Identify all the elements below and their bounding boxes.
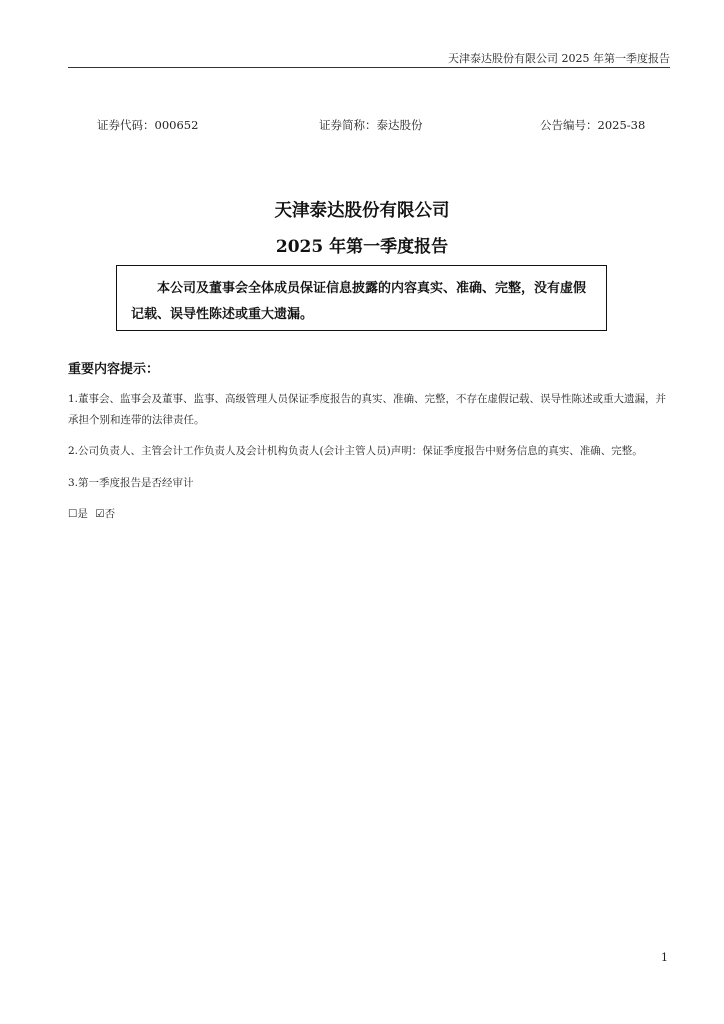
company-title: 天津泰达股份有限公司 [274,201,450,221]
announcement-number: 公告编号：2025-38 [540,118,646,132]
page-number: 1 [661,951,668,964]
running-header: 天津泰达股份有限公司 2025 年第一季度报告 [448,52,670,65]
securities-short-name: 证券简称：泰达股份 [319,118,423,132]
declaration-box [116,265,607,331]
securities-info-row [0,117,724,133]
note-item-3: 3.第一季度报告是否经审计 [68,477,194,489]
audit-option-no: ☑否 [95,508,116,520]
header-rule [68,67,670,68]
audit-choice [68,506,119,521]
audit-option-yes: ☐是 [68,508,88,520]
report-title: 2025 年第一季度报告 [275,237,449,257]
note-item-2: 2.公司负责人、主管会计工作负责人及会计机构负责人(会计主管人员)声明：保证季度报告中财务信息的真实、准确、完整。 [68,445,643,457]
important-notes-heading: 重要内容提示： [68,362,160,377]
declaration-text: 本公司及董事会全体成员保证信息披露的内容真实、准确、完整，没有虚假记载、误导性陈述或重大遗漏。 [131,281,587,322]
note-item-1: 1.董事会、监事会及董事、监事、高级管理人员保证季度报告的真实、准确、完整，不存在虚假记载、误导性陈述或重大遗漏，并承担个别和连带的法律责任。 [68,393,667,426]
securities-code: 证券代码：000652 [97,118,199,132]
